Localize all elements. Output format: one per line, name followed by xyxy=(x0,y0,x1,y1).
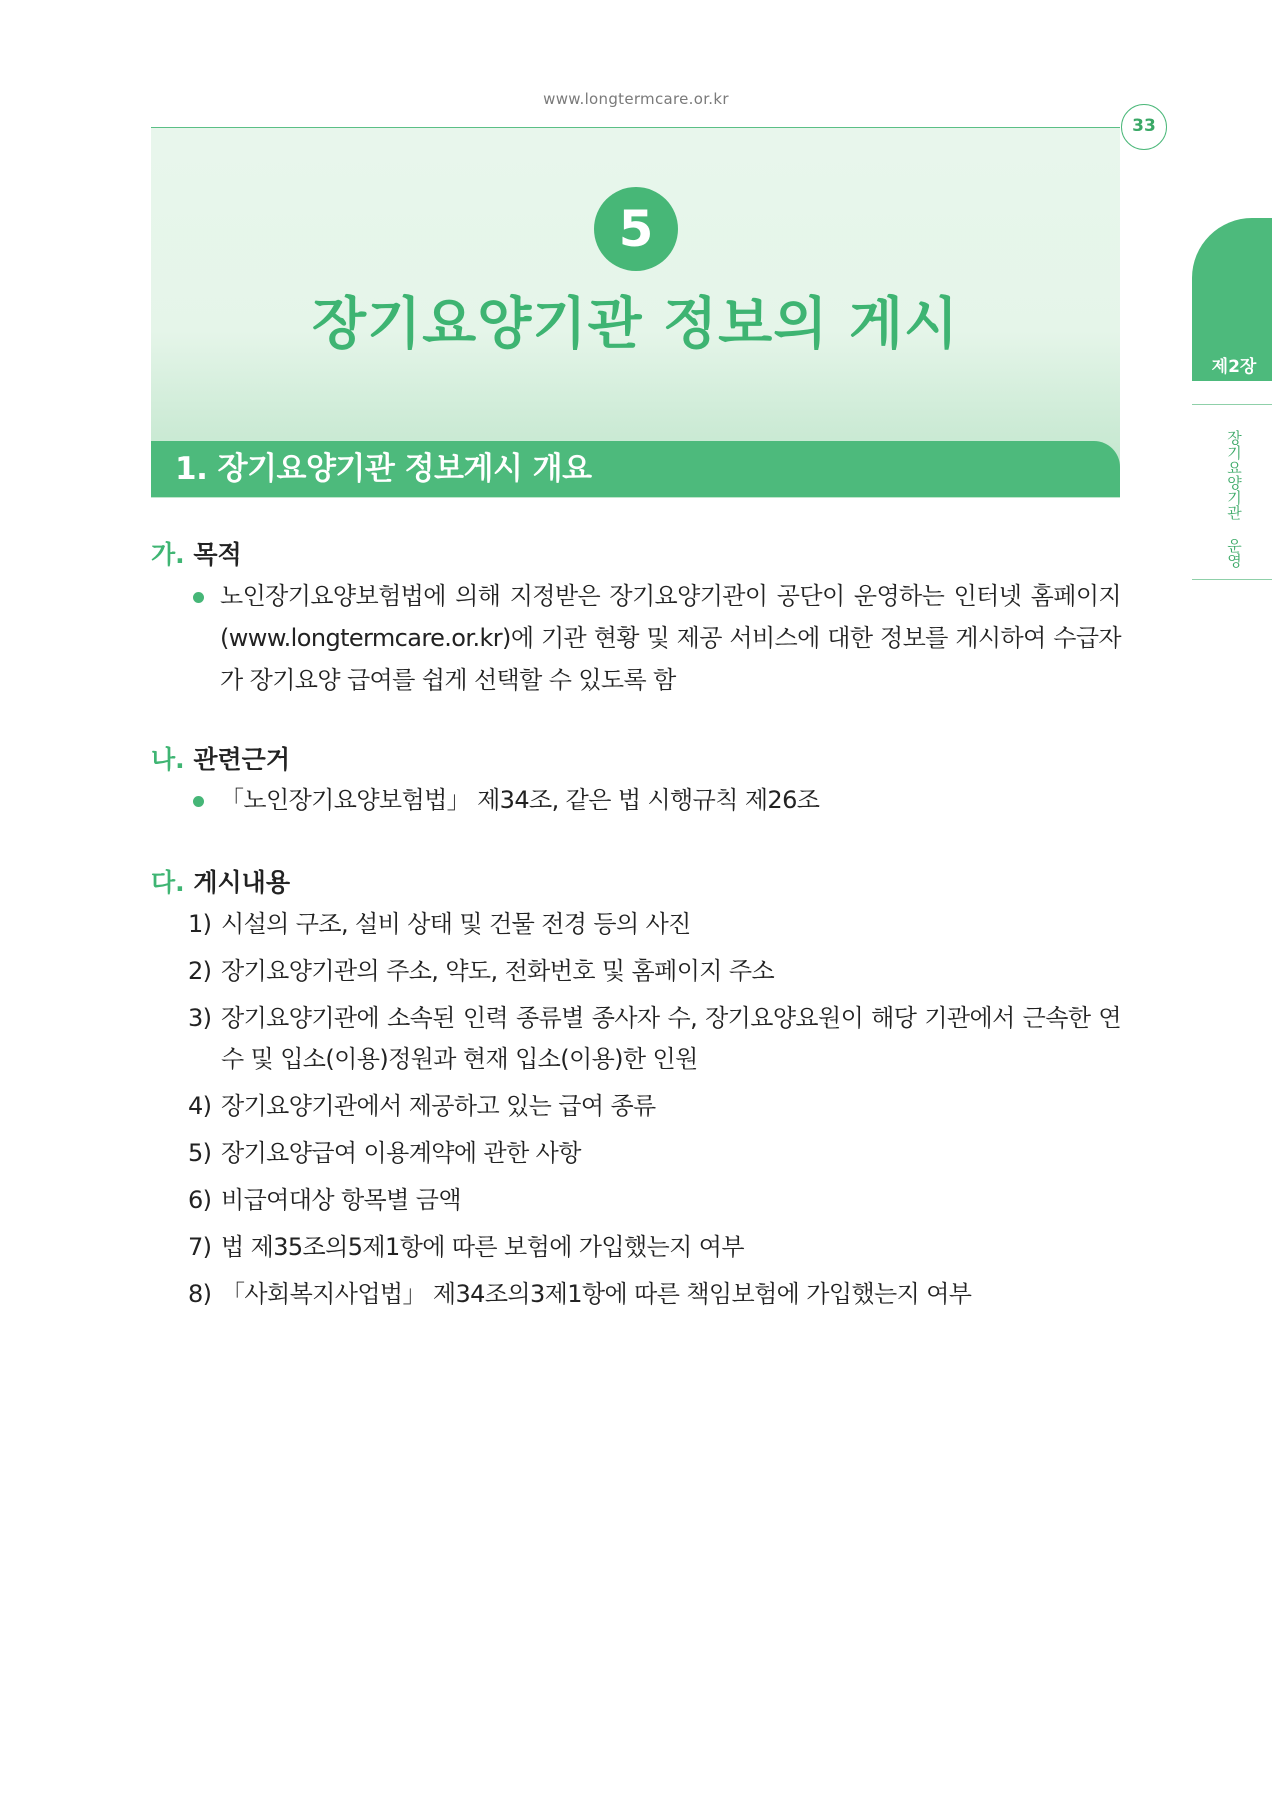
page-number-badge: 33 xyxy=(1121,104,1167,150)
list-item-number: 1) xyxy=(188,910,212,938)
subsection-marker: 나. xyxy=(151,745,185,774)
chapter-number-circle: 5 xyxy=(594,187,678,271)
bullet-dot-icon xyxy=(193,592,199,598)
subsection-marker: 가. xyxy=(151,540,185,569)
list-item xyxy=(188,904,1121,945)
list-item xyxy=(188,1274,1121,1315)
list-item-text: 장기요양기관의 주소, 약도, 전화번호 및 홈페이지 주소 xyxy=(221,957,775,985)
list-item-number: 7) xyxy=(188,1233,212,1261)
subsection-heading-purpose xyxy=(151,535,242,571)
list-item xyxy=(188,1227,1121,1268)
content-list xyxy=(188,904,1121,1321)
list-item-number: 2) xyxy=(188,957,212,985)
site-url: www.longtermcare.or.kr xyxy=(543,90,729,108)
section-title-bar xyxy=(151,441,1120,497)
chapter-side-tab-label: 제2장 xyxy=(1211,357,1257,377)
chapter-title: 장기요양기관 정보의 게시 xyxy=(311,292,960,357)
list-item-text: 시설의 구조, 설비 상태 및 건물 전경 등의 사진 xyxy=(221,910,691,938)
list-item-number: 4) xyxy=(188,1092,212,1120)
subsection-title: 게시내용 xyxy=(193,868,290,897)
list-item-number: 6) xyxy=(188,1186,212,1214)
legal-basis-paragraph: 「노인장기요양보험법」 제34조, 같은 법 시행규칙 제26조 xyxy=(220,786,820,814)
subsection-title: 목적 xyxy=(193,540,242,569)
purpose-paragraph: 노인장기요양보험법에 의해 지정받은 장기요양기관이 공단이 운영하는 인터넷 홈페이지 (www.longtermcare.or.kr)에 기관 현황 및 제공 서비스에 대한 정보를 게시하여 수급자가 장기요양 급여를 쉽게 선택할 수 있도록 함 xyxy=(220,582,1121,694)
list-item-number: 5) xyxy=(188,1139,212,1167)
list-item-number: 8) xyxy=(188,1280,212,1308)
side-divider-bottom xyxy=(1192,579,1272,580)
bullet-dot-icon xyxy=(193,796,199,802)
list-item-text: 「사회복지사업법」 제34조의3제1항에 따른 책임보험에 가입했는지 여부 xyxy=(221,1280,972,1308)
list-item xyxy=(188,1086,1121,1127)
list-item-number: 3) xyxy=(188,1004,212,1032)
subsection-title: 관련근거 xyxy=(193,745,290,774)
chapter-vertical-label: 장기요양기관 운영 xyxy=(1225,430,1243,568)
list-item xyxy=(188,998,1121,1080)
list-item xyxy=(188,1180,1121,1221)
subsection-heading-content xyxy=(151,863,290,899)
list-item-text: 장기요양급여 이용계약에 관한 사항 xyxy=(221,1139,581,1167)
subsection-heading-legal-basis xyxy=(151,740,290,776)
list-item-text: 비급여대상 항목별 금액 xyxy=(221,1186,461,1214)
list-item xyxy=(188,1133,1121,1174)
list-item-text: 장기요양기관에 소속된 인력 종류별 종사자 수, 장기요양요원이 해당 기관에서 근속한 연수 및 입소(이용)정원과 현재 입소(이용)한 인원 xyxy=(221,1004,1121,1073)
section-title: 1. 장기요양기관 정보게시 개요 xyxy=(175,451,592,487)
list-item-text: 법 제35조의5제1항에 따른 보험에 가입했는지 여부 xyxy=(221,1233,744,1261)
list-item-text: 장기요양기관에서 제공하고 있는 급여 종류 xyxy=(221,1092,656,1120)
subsection-marker: 다. xyxy=(151,868,185,897)
list-item xyxy=(188,951,1121,992)
side-divider-top xyxy=(1192,404,1272,405)
